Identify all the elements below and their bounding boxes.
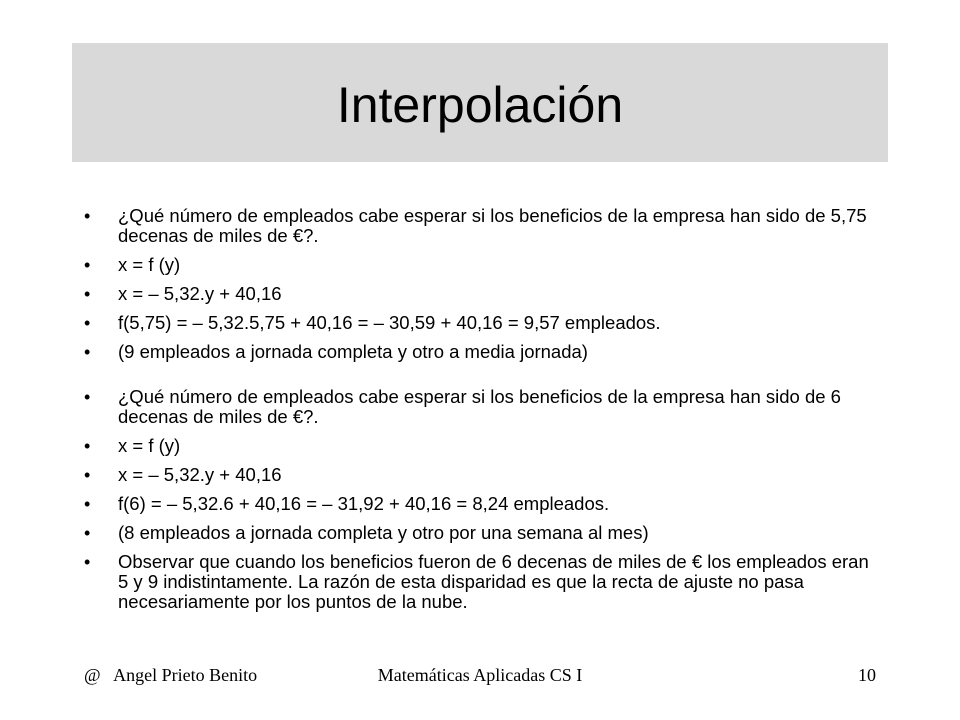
bullet-item — [84, 436, 874, 456]
bullet-icon: • — [84, 552, 91, 572]
bullet-text: (8 empleados a jornada completa y otro por una semana al mes) — [118, 522, 649, 543]
bullet-text: (9 empleados a jornada completa y otro a media jornada) — [118, 341, 588, 362]
bullet-item — [84, 494, 874, 514]
bullet-icon: • — [84, 255, 91, 275]
bullet-item — [84, 523, 874, 543]
bullet-text: x = – 5,32.y + 40,16 — [118, 283, 282, 304]
bullet-text: x = f (y) — [118, 254, 181, 275]
bullet-item — [84, 255, 874, 275]
bullet-item — [84, 284, 874, 304]
bullet-text: f(5,75) = – 5,32.5,75 + 40,16 = – 30,59 + 40,16 = 9,57 empleados. — [118, 312, 661, 333]
bullet-icon: • — [84, 284, 91, 304]
bullet-item — [84, 206, 874, 246]
bullet-item — [84, 313, 874, 333]
bullet-item — [84, 387, 874, 427]
bullet-text: f(6) = – 5,32.6 + 40,16 = – 31,92 + 40,16 = 8,24 empleados. — [118, 493, 610, 514]
slide-title: Interpolación — [336, 76, 624, 133]
bullet-item — [84, 552, 874, 612]
bullet-text: ¿Qué número de empleados cabe esperar si los beneficios de la empresa han sido de 5,75 decenas de miles de €?. — [118, 205, 867, 246]
bullet-text: x = – 5,32.y + 40,16 — [118, 464, 282, 485]
bullet-text: Observar que cuando los beneficios fueron de 6 decenas de miles de € los empleados eran 5 y 9 indistintamente. La razón de esta disparidad es que la recta de ajuste no pasa necesariamente por los puntos de la nube. — [118, 551, 869, 612]
bullet-icon: • — [84, 313, 91, 333]
bullet-icon: • — [84, 387, 91, 407]
bullet-icon: • — [84, 494, 91, 514]
footer-course: Matemáticas Aplicadas CS I — [377, 665, 583, 685]
bullet-icon: • — [84, 206, 91, 226]
bullet-list — [84, 206, 874, 621]
title-banner — [72, 43, 888, 162]
bullet-icon: • — [84, 436, 91, 456]
bullet-text: x = f (y) — [118, 435, 181, 456]
footer-author: @ Angel Prieto Benito — [84, 665, 258, 685]
bullet-item — [84, 342, 874, 362]
bullet-icon: • — [84, 342, 91, 362]
bullet-icon: • — [84, 465, 91, 485]
bullet-icon: • — [84, 523, 91, 543]
bullet-item — [84, 465, 874, 485]
footer-page-number: 10 — [858, 665, 876, 685]
bullet-text: ¿Qué número de empleados cabe esperar si los beneficios de la empresa han sido de 6 decenas de miles de €?. — [118, 386, 841, 427]
